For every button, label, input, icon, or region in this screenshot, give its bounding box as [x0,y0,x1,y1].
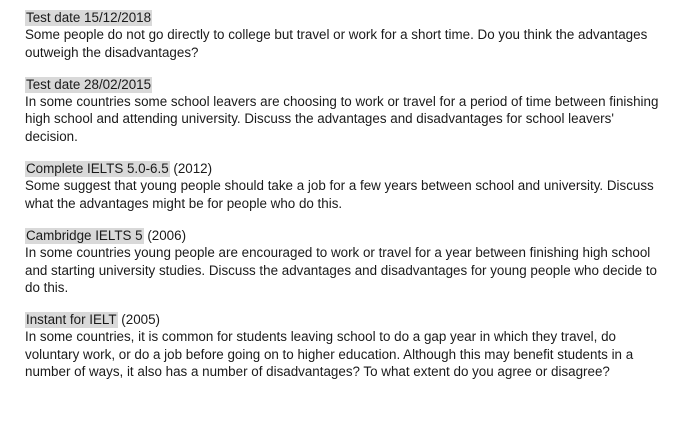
source-label: Cambridge IELTS 5 [26,227,143,243]
entry-heading [25,311,665,328]
essay-question: In some countries young people are encouraged to work or travel for a year between finishing high school and starting university studies. Discuss the advantages and disadvantages for young people who decide to do this. [25,245,657,295]
source-year: (2012) [169,161,213,177]
source-label: Test date 28/02/2015 [26,76,152,92]
entry-complete-ielts [25,160,665,212]
document-body [25,9,665,395]
essay-question: Some people do not go directly to college but travel or work for a short time. Do you think the advantages outweigh the disadvantages? [25,27,648,60]
essay-question: Some suggest that young people should take a job for a few years between school and university. Discuss what the advantages might be for people who do this. [25,178,654,211]
entry-heading [25,227,665,244]
source-year: (2005) [117,312,160,328]
entry-instant-ielts [25,311,665,380]
entry-cambridge-ielts [25,227,665,296]
entry-heading [25,160,665,177]
entry-test-2018 [25,9,665,61]
entry-heading [25,9,665,26]
entry-heading [25,76,665,93]
source-label: Instant for IELT [26,312,117,328]
entry-test-2015 [25,76,665,145]
source-label: Complete IELTS 5.0-6.5 [26,161,169,177]
essay-question: In some countries some school leavers are choosing to work or travel for a period of time between finishing high school and attending university. Discuss the advantages and disadvantages for school leavers' decision. [25,94,659,144]
essay-question: In some countries, it is common for students leaving school to do a gap year in which they travel, do voluntary work, or do a job before going on to higher education. Although this may benefit students in a number of ways, it also has a number of disadvantages? To what extent do you agree or disagree? [25,329,634,380]
source-label: Test date 15/12/2018 [26,10,152,25]
source-year: (2006) [143,227,187,243]
